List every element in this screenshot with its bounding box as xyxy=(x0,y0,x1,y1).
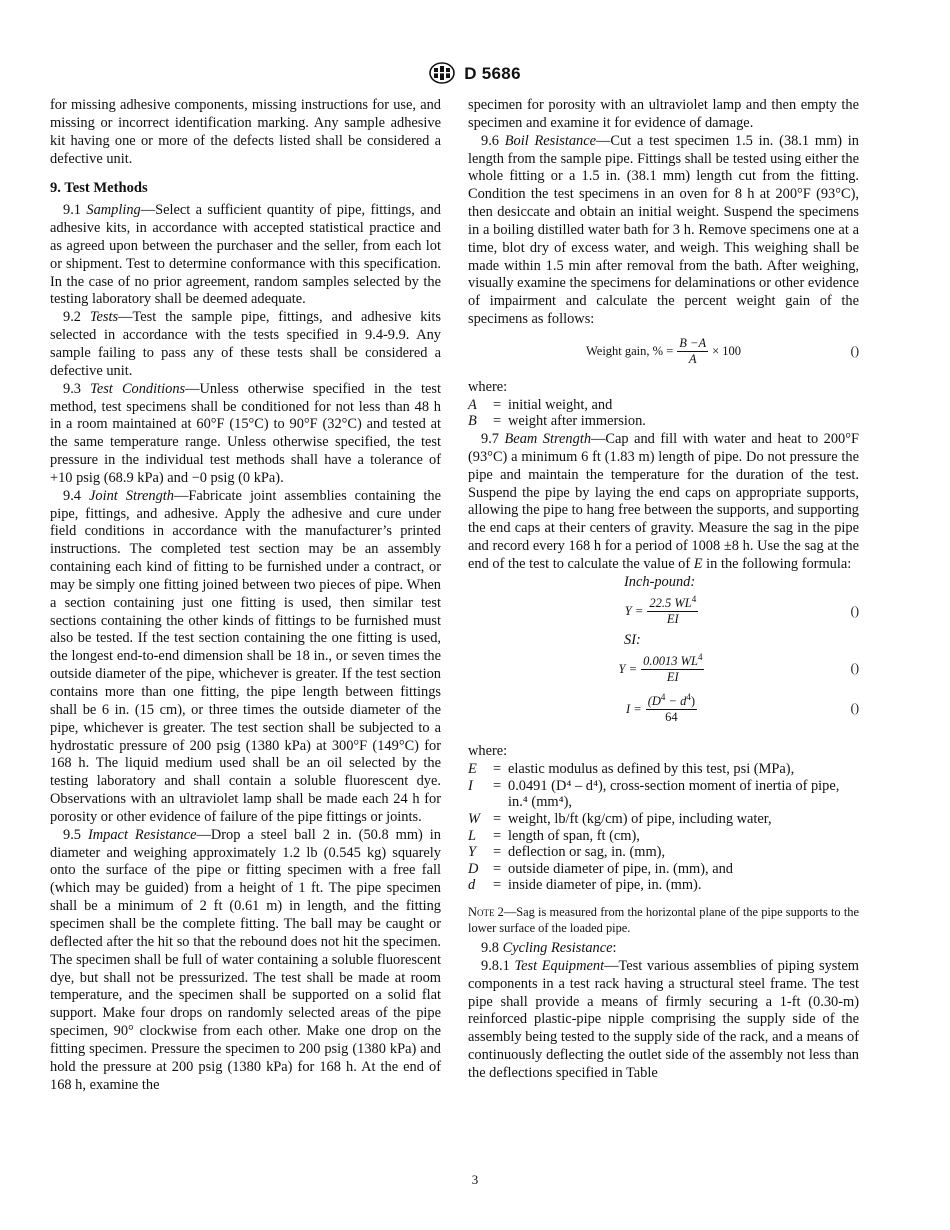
equation-number: () xyxy=(850,661,859,676)
page-number: 3 xyxy=(471,1172,479,1187)
section-9-7: 9.7 Beam Strength—Cap and fill with water and heat to 200°F (93°C) a minimum 6 ft (1.83 m) length of pipe. Do not pressure the pipe and maintain the temperature for the duration of the test. Suspend the pipe by laying the end caps on appropriate supports, allowing the pipe to hang free between the supports, and supporting the end caps at their centers of gravity. Measure the sag in the pipe and record every 168 h for a period of 1008 ±8 h. Use the sag at the end of the test to calculate the value of E in the following formula: xyxy=(468,431,859,572)
variable-row: A = initial weight, and xyxy=(468,396,613,413)
section-9-5: 9.5 Impact Resistance—Drop a steel ball 2 in. (50.8 mm) in diameter and weighing approximately 1.2 lb (0.545 kg) squarely onto the surface of the pipe or fitting specimen with a free fall (which may be guided) from a height of 1 ft. The pipe specimen shall be a minimum of 2 ft (0.61 m) in length, and the fitting specimen shall be the complete fitting. The ball may be caught or deflected after the hit so that the rebound does not hit the specimen. The specimen shall be full of water containing a soluble fluorescent dye, but shall not be pressurized. The test shall be made at room temperature, and the specimen shall be supported on a solid flat support. Make four drops on randomly selected areas of the pipe specimen, 90° clockwise from each other. Make one drop on the fitting specimen. Pressure the specimen to 200 psig (1380 kPa) and hold the pressure at 200 psig (1380 kPa) for 168 h. At the end of 168 h, examine the xyxy=(50,826,441,1093)
equation-number: () xyxy=(850,344,859,359)
variable-row: E = elastic modulus as defined by this test, psi (MPa), xyxy=(468,761,795,778)
variable-row: B = weight after immersion. xyxy=(468,413,646,430)
section-9-8: 9.8 Cycling Resistance: xyxy=(481,940,617,957)
variable-row: Y = deflection or sag, in. (mm), xyxy=(468,844,666,861)
variable-row: D = outside diameter of pipe, in. (mm), and xyxy=(468,860,733,877)
where-label: where: xyxy=(468,743,508,760)
variable-row: d = inside diameter of pipe, in. (mm). xyxy=(468,877,702,894)
equation-inertia: I = $\frac{(D^4 - d^4)}{64}$ () xyxy=(625,691,859,724)
left-column xyxy=(50,97,441,1094)
variable-list-2 xyxy=(468,761,859,894)
inch-pound-label: Inch-pound: xyxy=(624,573,696,590)
variable-list-1 xyxy=(468,397,859,430)
si-label: SI: xyxy=(624,631,641,648)
astm-logo-icon xyxy=(429,62,455,89)
section-heading: 9. Test Methods xyxy=(50,180,148,197)
paragraph-continued: specimen for porosity with an ultraviolet lamp and then empty the specimen and examine it for evidence of damage. xyxy=(468,97,859,131)
note-2: Note 2—Sag is measured from the horizontal plane of the pipe supports to the lower surface of the loaded pipe. xyxy=(468,905,859,936)
section-9-6: 9.6 Boil Resistance—Cut a test specimen 1.5 in. (38.1 mm) in length from the sample pipe. Fittings shall be tested using either the whole fitting or a 1.5 in. (38.1 mm) length cut from the fitting. Condition the test specimens in an oven for 8 h at 200°F (93°C), then desiccate and obtain an initial weight. Suspend the specimens in a boiling distilled water bath for 3 h. Remove specimens one at a time, blot dry of excess water, and weigh. This weighing shall be made within 1.5 min after removal from the bath. After weighing, visually examine the specimens for delaminations or other evidence of impairment and calculate the percent weight gain of the specimens as follows: xyxy=(468,132,859,328)
section-9-4: 9.4 Joint Strength—Fabricate joint assemblies containing the pipe, fittings, and adhesive. Apply the adhesive and cure under field conditions in accordance with the manufacturer’s printed instructions. The completed test section may be an assembly containing each kind of fitting to be furnished under a contract, or may be simply one fitting joined between two pieces of pipe. When a section containing just one fitting is used, then similar test sections containing the other kinds of fittings to be furnished must also be tested. If the test section containing the one fitting is used, the longest end-to-end dimension shall be 18 in., or seven times the outside diameter of the pipe, whichever is greater. If the test section contains more than one fitting, the pipe length between fittings shall be 6 in. (15 cm), or three times the outside diameter of the pipe, whichever is greater. The test section shall be subjected to a hydrostatic pressure of 200 psig (1380 kPa) at 300°F (149°C) for 168 h. The liquid medium used shall be an oil selected by the testing laboratory and shall contain a soluble fluorescent dye. Observations with an ultraviolet lamp shall be made each 24 h for porosity or other evidence of failure of the pipe fittings or joints. xyxy=(50,487,441,825)
paragraph-continued: for missing adhesive components, missing instructions for use, and missing or incorrect identification marking. Any sample adhesive kit having one or more of the defects listed shall be considered a defective unit. xyxy=(50,97,441,167)
where-label: where: xyxy=(468,378,508,395)
page-header xyxy=(0,62,950,89)
equation-inch-pound: Y = $\frac{22.5 WL^4}{EI}$ () xyxy=(624,593,859,627)
equation-weight-gain: Weight gain, % = $\frac{B -A}{A}$ × 100 () xyxy=(585,336,859,367)
variable-row: W = weight, lb/ft (kg/cm) of pipe, including water, xyxy=(468,811,772,828)
section-9-2: 9.2 Tests—Test the sample pipe, fittings, and adhesive kits selected in accordance with the tests specified in 9.4-9.9. Any sample failing to pass any of these tests shall be considered a defective unit. xyxy=(50,309,441,379)
section-9-1: 9.1 Sampling—Select a sufficient quantity of pipe, fittings, and adhesive kits, in accordance with accepted statistical practice and as agreed upon between the purchaser and the seller, from each lot or shipment. Test to determine conformance with this specification. In the case of no prior agreement, random samples selected by the testing laboratory shall be deemed adequate. xyxy=(50,202,441,308)
equation-si: Y = $\frac{0.0013 WL^4}{EI}$ () xyxy=(618,651,859,684)
section-9-8-1: 9.8.1 Test Equipment—Test various assemblies of piping system components in a test rack having a structural steel frame. The test pipe shall provide a means of firmly securing a 1-ft (0.30-m) reinforced plastic-pipe nipple comprising the supply side of the assembly being tested to the supply side of the rack, and a means of continuously deflecting the outlet side of the assembly not less than the deflections specified in Table xyxy=(468,957,859,1081)
equation-number: () xyxy=(850,603,859,618)
designation: D 5686 xyxy=(464,64,521,83)
variable-row: L = length of span, ft (cm), xyxy=(468,827,640,844)
section-9-3: 9.3 Test Conditions—Unless otherwise specified in the test method, test specimens shall be conditioned for not less than 48 h in a room maintained at 60°F (15°C) to 90°F (32°C) and tested at the same temperature range. Unless otherwise specified, the test pressure in the individual test methods shall have a tolerance of +10 psig (68.9 kPa) and −0 psig (0 kPa). xyxy=(50,380,442,486)
equation-number: () xyxy=(850,701,859,716)
variable-row: I = 0.0491 (D⁴ – d⁴), cross-section moment of inertia of pipe, in.⁴ (mm⁴), xyxy=(468,777,840,811)
right-column xyxy=(468,97,859,1083)
